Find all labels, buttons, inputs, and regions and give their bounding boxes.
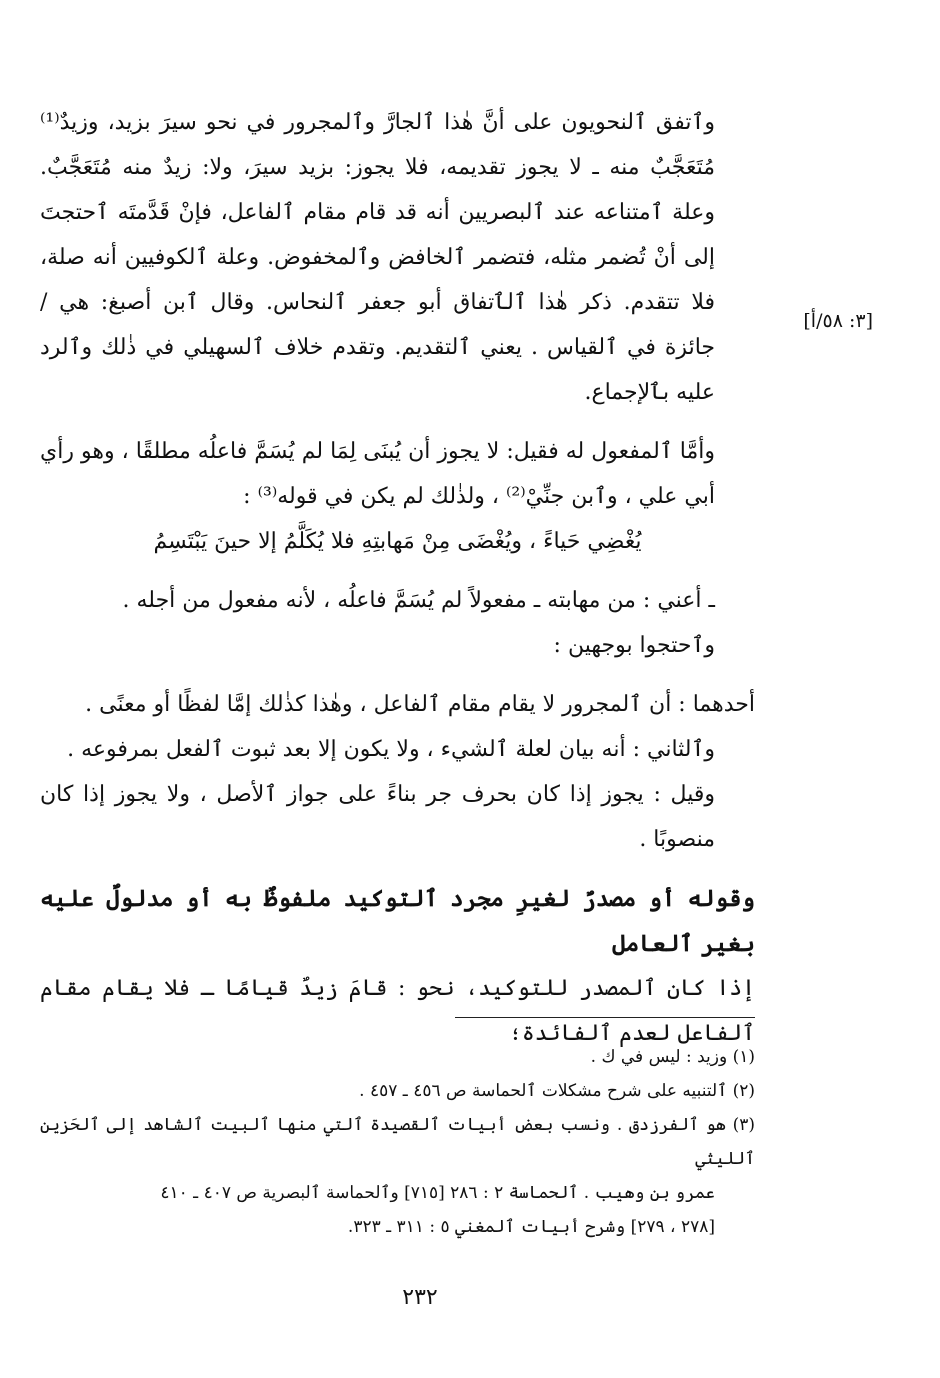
paragraph-agreement: وٱتفق ٱلنحويون على أنَّ هٰذا ٱلجارَّ وٱلمجرور في نحو سيرَ بزيد، وزيدٌ⁽¹⁾ مُتَعَجَّبٌ منه ـ لا يجوز تقديمه، فلا يجوز: بزيد سيرَ، ولا: زيدٌ منه مُتَعَجَّبٌ. وعلة ٱمتناعه عند ٱلبصريين أنه قد قام مقام ٱلفاعل، فإنْ قَدَّمتَه ٱحتجتَ إلى أنْ تُضمر مثله، فتضمر ٱلخافض وٱلمخفوض. وعلة ٱلكوفيين أنه صلة، فلا تتقدم. ذكر هٰذا ٱلٱتفاق أبو جعفر ٱلنحاس. وقال ٱبن أصبغ: هي / جائزة في ٱلقياس . يعني ٱلتقديم. وتقدم خلاف ٱلسهيلي في ذٰلك وٱلرد عليه بٱلإجماع. — [40, 110, 715, 405]
second-argument: وٱلثاني : أنه بيان لعلة ٱلشيء ، ولا يكون إلا بعد ثبوت ٱلفعل بمرفوعه . — [67, 737, 715, 762]
arguments-intro: وٱحتجوا بوجهين : — [553, 633, 715, 658]
main-text — [40, 100, 755, 1056]
margin-folio-reference: [٣: ٥٨/أ] — [803, 310, 873, 332]
footnote-separator — [455, 1017, 755, 1018]
poetry-verse: يُغْضِي حَياءً ، ويُغْضَى مِنْ مَهابتِهِ فلا يُكَلَّمُ إلا حينَ يَبْتَسِمُ — [153, 529, 642, 554]
footnote-3-continued-2: [٢٧٨ ، ٢٧٩] وشرح أبيات ٱلمغني ٥ : ٣١١ ـ ٣٢٣. — [347, 1217, 715, 1237]
section-heading: وقوله أو مصدرٌ لغيرِ مجرد ٱلتوكيد ملفوظٌ به أو مدلولٌ عليه بغير ٱلعامل — [40, 885, 755, 957]
page-number: ٢٣٢ — [402, 1285, 438, 1310]
footnote-2: (٢) ٱلتنبيه على شرح مشكلات ٱلحماسة ص ٤٥٦ ـ ٤٥٧ . — [359, 1081, 755, 1101]
verse-explanation: ـ أعني : من مهابته ـ مفعولاً لم يُسَمَّ فاعلُه ، لأنه مفعول من أجله . — [122, 588, 715, 613]
footnotes — [40, 1040, 755, 1244]
alternative-opinion: وقيل : يجوز إذا كان بحرف جر بناءً على جواز ٱلأصل ، ولا يجوز إذا كان منصوبًا . — [40, 782, 715, 852]
heading-explanation: إذا كان ٱلمصدر للتوكيد، نحو : قامَ زيدٌ قيامًا ـ فلا يقام مقام ٱلفاعل لعدم ٱلفائدة؛ — [40, 976, 755, 1046]
first-argument: أحدهما : أن ٱلمجرور لا يقام مقام ٱلفاعل ، وهٰذا كذٰلك إمَّا لفظًا أو معنًى . — [85, 692, 755, 717]
footnote-1: (١) وزيد : ليس في ك . — [590, 1047, 755, 1067]
footnote-3: (٣) هو ٱلفرزدق . ونسب بعض أبيات ٱلقصيدة ٱلتي منها ٱلبيت ٱلشاهد إلى ٱلحَزين ٱلليثي — [40, 1115, 755, 1169]
footnote-3-continued: عمرو بن وهيب . ٱلحماسة ٢ : ٢٨٦ [٧١٥] وٱلحماسة ٱلبصرية ص ٤٠٧ ـ ٤١٠ — [160, 1183, 715, 1203]
paragraph-object-of-reason: وأمَّا ٱلمفعول له فقيل: لا يجوز أن يُبنَى لِمَا لم يُسَمَّ فاعلُه مطلقًا ، وهو رأي أبي علي ، وٱبن جنِّيْ⁽²⁾ ، ولذٰلك لم يكن في قوله⁽³⁾ : — [40, 439, 715, 509]
